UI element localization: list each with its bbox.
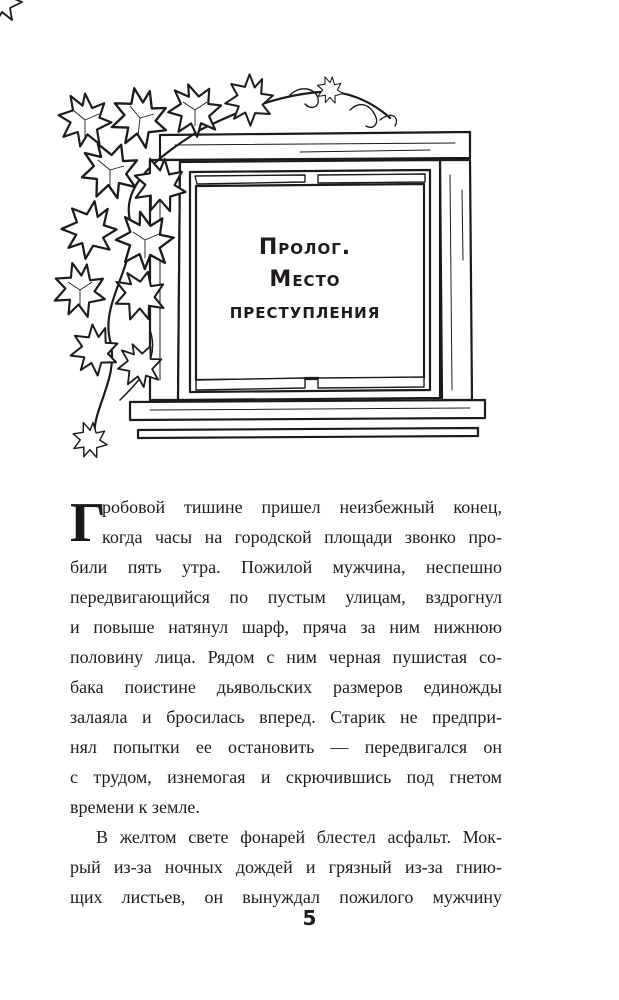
text-line: бака поистине дьявольских размеров единожды (70, 677, 502, 697)
text-line: В желтом свете фонарей блестел асфальт. Мок- (96, 827, 502, 847)
text-line: рый из-за ночных дождей и грязный из-за гнию- (70, 857, 502, 877)
text-line: времени к земле. (70, 797, 200, 817)
text-line: и повыше натянул шарф, пряча за ним нижнюю (70, 617, 502, 637)
text-line: били пять утра. Пожилой мужчина, неспешно (70, 557, 502, 577)
text-line: залаяла и бросилась вперед. Старик не предпри- (70, 707, 502, 727)
text-line: щих листьев, он вынуждал пожилого мужчину (70, 887, 502, 907)
text-line: половину лица. Рядом с ним черная пушистая со- (70, 647, 502, 667)
page-number: 5 (302, 906, 317, 930)
chapter-title-line-2: Место (269, 267, 341, 292)
chapter-title (190, 232, 420, 328)
text-line: робовой тишине пришел неизбежный конец, (102, 497, 502, 517)
text-line: нял попытки ее остановить — передвигался он (70, 737, 502, 757)
text-line: передвигающийся по пустым улицам, вздрогнул (70, 587, 502, 607)
text-line: когда часы на городской площади звонко про- (102, 527, 502, 547)
text-line: с трудом, изнемогая и скрючившись под гнетом (70, 767, 502, 787)
chapter-title-line-3: преступления (229, 299, 381, 324)
chapter-title-line-1: Пролог. (258, 235, 352, 260)
drop-cap: Г (70, 492, 106, 554)
body-text (70, 492, 502, 912)
